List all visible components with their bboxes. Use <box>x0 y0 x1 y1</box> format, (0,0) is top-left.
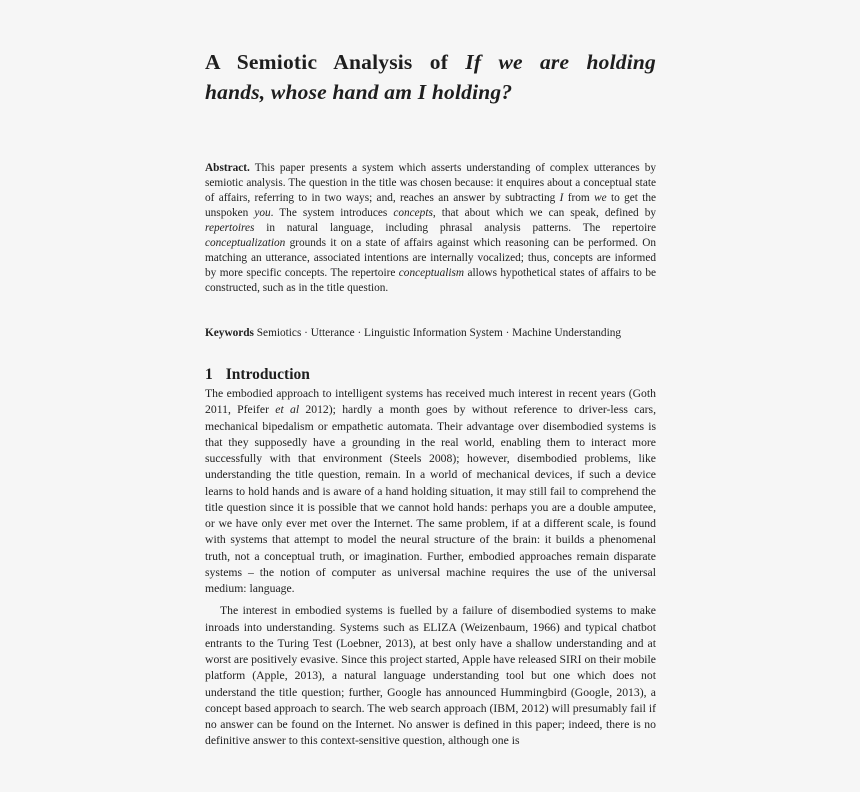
section-heading <box>205 366 656 384</box>
section-number: 1 <box>205 365 213 383</box>
keywords-label: Keywords <box>205 327 254 340</box>
abstract-text: This paper presents a system which asserts understanding of complex utterances by semiotic analysis. The question in the title was chosen because: it enquires about a conceptual state of affairs, referring to in two ways; and, reaches an answer by subtracting I from we to get the unspoken you. The system introduces concepts, that about which we can speak, defined by repertoires in natural language, including phrasal analysis patterns. The repertoire conceptualization grounds it on a state of affairs against which reasoning can be performed. On matching an utterance, associated intentions are internally vocalized; thus, concepts are informed by more specific concepts. The repertoire conceptualism allows hypothetical states of affairs to be constructed, such as in the title question. <box>205 162 656 295</box>
paper-title-line-1: A Semiotic Analysis of If we are holding <box>205 50 656 75</box>
intro-paragraph-1: The embodied approach to intelligent systems has received much interest in recent years (Goth 2011, Pfeifer et al 2012); hardly a month goes by without reference to driver-less cars, mechanical bipedalism or empathetic automata. Their advantage over disembodied systems is that they supposedly have a grounding in the real world, enabling them to interact more successfully with that environment (Steels 2008); however, disembodied problems, like understanding the title question, remain. In a world of mechanical devices, if such a device learns to hold hands and is aware of a hand holding situation, it may still fail to comprehend the title question since it is possible that we cannot hold hands: perhaps you are a double amputee, or we have only ever met over the Internet. The same problem, if at a different scale, is found with systems that attempt to model the neural structure of the brain: it builds a phenomenal truth, not a conceptual truth, or imagination. Further, embodied approaches remain disparate systems – the notion of computer as universal machine requires the use of the universal medium: language. <box>205 387 656 595</box>
paper-title-line-2: hands, whose hand am I holding? <box>205 80 513 105</box>
abstract-label: Abstract. <box>205 162 250 175</box>
introduction-body <box>205 386 656 750</box>
intro-paragraph-2: The interest in embodied systems is fuelled by a failure of disembodied systems to make inroads into understanding. Systems such as ELIZA (Weizenbaum, 1966) and typical chatbot entrants to the Turing Test (Loebner, 2013), at best only have a shallow understanding and at worst are positively evasive. Since this project started, Apple have released SIRI on their mobile platform (Apple, 2013), a natural language understanding tool but one which does not understand the title question; further, Google has announced Hummingbird (Google, 2013), a concept based approach to search. The web search approach (IBM, 2012) will presumably fail if no answer can be found on the Internet. No answer is defined in this paper; indeed, there is no definitive answer to this context-sensitive question, although one is <box>205 604 656 748</box>
keywords-text: Semiotics · Utterance · Linguistic Information System · Machine Understanding <box>253 327 622 340</box>
keywords-line <box>205 326 656 341</box>
section-title: Introduction <box>225 365 310 383</box>
paper-title <box>205 47 656 107</box>
abstract <box>205 161 656 296</box>
